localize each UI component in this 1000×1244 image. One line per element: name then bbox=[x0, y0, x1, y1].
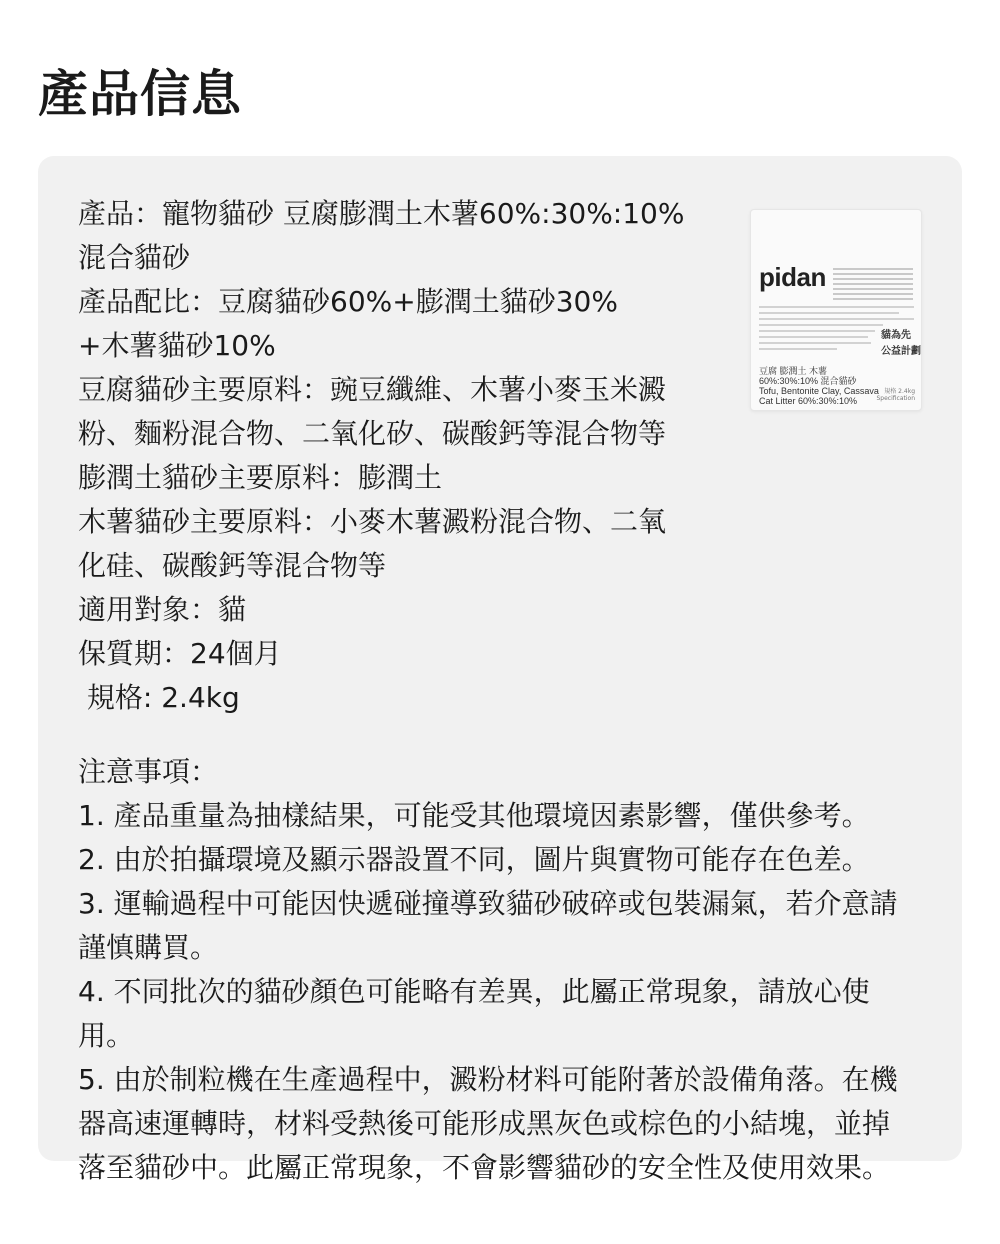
notice-heading: 注意事項： bbox=[78, 755, 219, 788]
package-ratio: 60%:30%:10% 混合貓砂 bbox=[759, 376, 857, 386]
charity-logo-line1: 貓為先 bbox=[881, 330, 911, 341]
notice-line: 落至貓砂中。此屬正常現象，不會影響貓砂的安全性及使用效果。 bbox=[78, 1151, 891, 1184]
package-weight-cn: 規格 2.4kg bbox=[884, 388, 915, 395]
notice-line: 2. 由於拍攝環境及顯示器設置不同，圖片與實物可能存在色差。 bbox=[78, 843, 870, 876]
notice-line: 5. 由於制粒機在生產過程中，澱粉材料可能附著於設備角落。在機 bbox=[78, 1063, 898, 1096]
product-details bbox=[78, 192, 688, 720]
package-weight-en: Specification bbox=[876, 395, 915, 402]
product-package-image bbox=[750, 209, 922, 411]
brand-logo: pidan bbox=[759, 262, 826, 292]
info-line: 混合貓砂 bbox=[78, 241, 191, 274]
notice-line: 器高速運轉時，材料受熱後可能形成黑灰色或棕色的小結塊，並掉 bbox=[78, 1107, 891, 1140]
info-line: 化硅、碳酸鈣等混合物等 bbox=[78, 549, 387, 582]
info-line: 粉、麵粉混合物、二氧化矽、碳酸鈣等混合物等 bbox=[78, 417, 667, 450]
notice-line: 謹慎購買。 bbox=[78, 931, 219, 964]
notice-line: 1. 產品重量為抽樣結果，可能受其他環境因素影響，僅供參考。 bbox=[78, 799, 870, 832]
package-fine-print bbox=[833, 268, 913, 303]
info-line: 適用對象：貓 bbox=[78, 593, 247, 626]
info-line: 保質期：24個月 bbox=[78, 637, 282, 670]
info-line: +木薯貓砂10% bbox=[78, 329, 276, 362]
info-line: 產品配比：豆腐貓砂60%+膨潤土貓砂30% bbox=[78, 285, 618, 318]
page-title: 產品信息 bbox=[38, 65, 242, 123]
info-line: 膨潤土貓砂主要原料：膨潤土 bbox=[78, 461, 443, 494]
info-line: 豆腐貓砂主要原料：豌豆纖維、木薯小麥玉米澱 bbox=[78, 373, 667, 406]
info-line: 規格: 2.4kg bbox=[78, 681, 240, 714]
package-name-en1: Tofu, Bentonite Clay, Cassava bbox=[759, 386, 879, 396]
notice-line: 3. 運輸過程中可能因快遞碰撞導致貓砂破碎或包裝漏氣，若介意請 bbox=[78, 887, 898, 920]
product-info-card bbox=[38, 156, 962, 1184]
info-line: 木薯貓砂主要原料：小麥木薯澱粉混合物、二氧 bbox=[78, 505, 667, 538]
info-line: 產品：寵物貓砂 豆腐膨潤土木薯60%:30%:10% bbox=[78, 197, 685, 230]
package-weight bbox=[876, 386, 915, 402]
charity-logo-line2: 公益計劃 bbox=[881, 346, 921, 357]
package-name-cn: 豆腐 膨潤土 木薯 bbox=[759, 366, 828, 376]
notice-line: 用。 bbox=[78, 1019, 135, 1052]
package-name-en2: Cat Litter 60%:30%:10% bbox=[759, 396, 858, 406]
notice-line: 4. 不同批次的貓砂顏色可能略有差異，此屬正常現象，請放心使 bbox=[78, 975, 870, 1008]
notice-section bbox=[78, 750, 938, 1190]
